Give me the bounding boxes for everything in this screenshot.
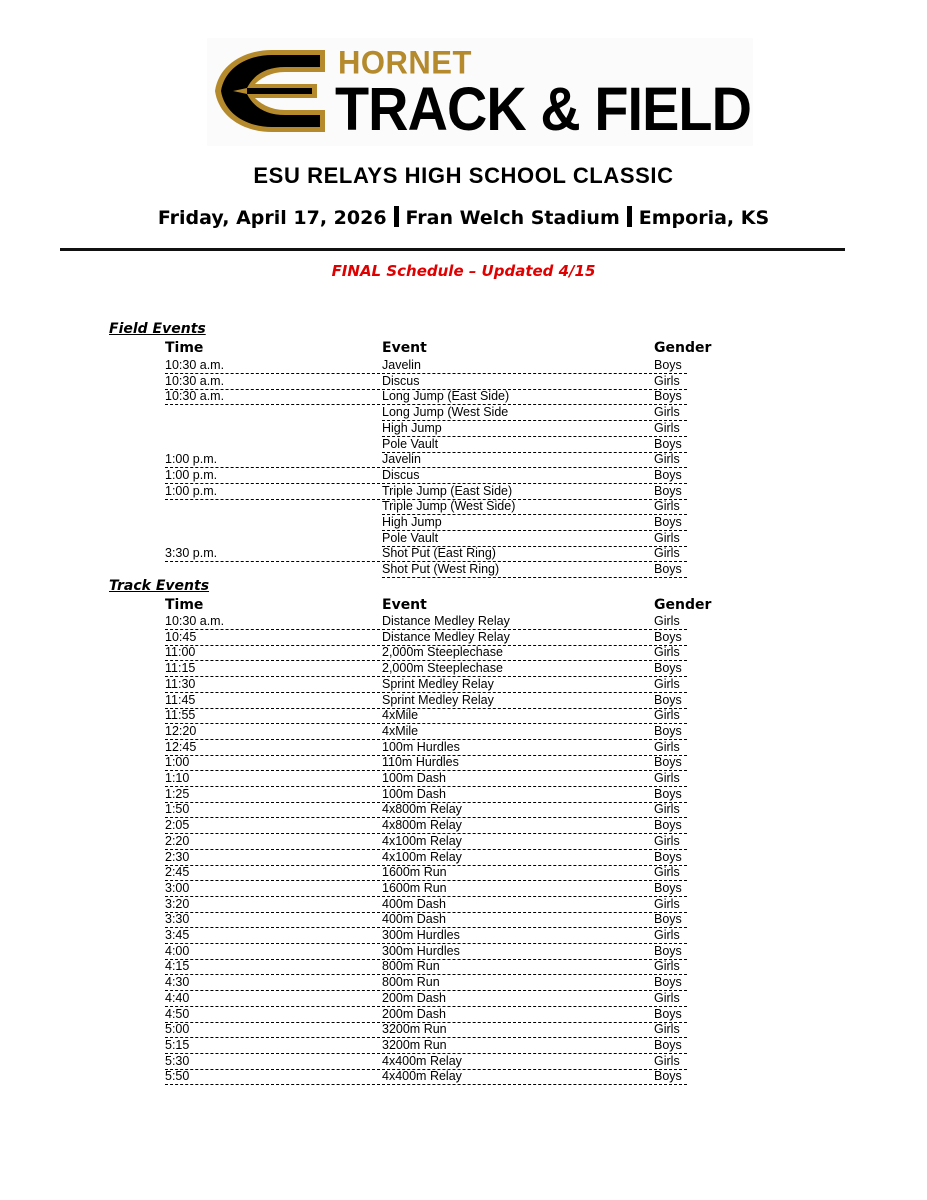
table-row	[0, 944, 927, 960]
table-row	[0, 630, 927, 646]
event-cell: Javelin	[382, 358, 652, 374]
time-cell: 11:45	[165, 693, 380, 709]
table-row	[0, 1069, 927, 1085]
gender-cell: Boys	[654, 787, 687, 803]
event-cell: Triple Jump (West Side)	[382, 499, 652, 515]
header-divider	[60, 248, 845, 251]
time-cell: 2:30	[165, 850, 380, 866]
gender-cell: Girls	[654, 740, 687, 756]
gender-cell: Boys	[654, 1007, 687, 1023]
logo-hornet-text: HORNET	[338, 43, 472, 81]
time-cell: 10:30 a.m.	[165, 358, 380, 374]
time-cell	[165, 421, 380, 436]
gender-cell: Girls	[654, 802, 687, 818]
table-row	[0, 850, 927, 866]
time-cell: 10:45	[165, 630, 380, 646]
event-cell: 200m Dash	[382, 1007, 652, 1023]
event-cell: 300m Hurdles	[382, 928, 652, 944]
table-row	[0, 452, 927, 468]
event-cell: 4x400m Relay	[382, 1069, 652, 1085]
gender-cell: Boys	[654, 944, 687, 960]
time-cell: 2:45	[165, 865, 380, 881]
table-row	[0, 928, 927, 944]
event-cell: 4x400m Relay	[382, 1054, 652, 1070]
time-cell: 10:30 a.m.	[165, 614, 380, 630]
time-cell: 1:00 p.m.	[165, 468, 380, 484]
schedule-status: FINAL Schedule – Updated 4/15	[331, 262, 596, 280]
time-cell: 3:30	[165, 912, 380, 928]
gender-cell: Girls	[654, 531, 687, 547]
gender-cell: Girls	[654, 645, 687, 661]
time-cell: 5:30	[165, 1054, 380, 1070]
table-row	[0, 1054, 927, 1070]
event-cell: High Jump	[382, 421, 652, 437]
table-row	[0, 1038, 927, 1054]
event-cell: Sprint Medley Relay	[382, 693, 652, 709]
time-cell: 4:50	[165, 1007, 380, 1023]
gender-cell: Girls	[654, 928, 687, 944]
table-row	[0, 515, 927, 531]
gender-cell: Boys	[654, 562, 687, 578]
gender-cell: Girls	[654, 708, 687, 724]
event-cell: 110m Hurdles	[382, 755, 652, 771]
time-cell: 4:30	[165, 975, 380, 991]
meet-location: Emporia, KS	[638, 207, 770, 229]
time-cell: 2:20	[165, 834, 380, 850]
table-row	[0, 881, 927, 897]
time-cell: 3:30 p.m.	[165, 546, 380, 562]
gender-cell: Girls	[654, 897, 687, 913]
time-cell: 5:50	[165, 1069, 380, 1085]
field-event-header: Event	[382, 340, 427, 356]
separator-bar	[394, 206, 399, 227]
event-cell: Long Jump (East Side)	[382, 389, 652, 405]
time-cell: 4:00	[165, 944, 380, 960]
time-cell: 1:50	[165, 802, 380, 818]
time-cell: 1:00 p.m.	[165, 484, 380, 500]
time-cell	[165, 437, 380, 452]
event-cell: 3200m Run	[382, 1038, 652, 1054]
table-row	[0, 818, 927, 834]
time-cell: 11:00	[165, 645, 380, 661]
time-cell: 1:10	[165, 771, 380, 787]
gender-cell: Boys	[654, 881, 687, 897]
event-cell: 100m Dash	[382, 771, 652, 787]
time-cell: 1:25	[165, 787, 380, 803]
gender-cell: Boys	[654, 630, 687, 646]
separator-bar	[627, 206, 632, 227]
table-row	[0, 865, 927, 881]
time-cell: 3:20	[165, 897, 380, 913]
event-cell: Pole Vault	[382, 531, 652, 547]
gender-cell: Girls	[654, 959, 687, 975]
time-cell: 3:45	[165, 928, 380, 944]
event-cell: Pole Vault	[382, 437, 652, 453]
table-row	[0, 546, 927, 562]
gender-cell: Girls	[654, 677, 687, 693]
table-row	[0, 834, 927, 850]
table-row	[0, 405, 927, 421]
time-cell: 10:30 a.m.	[165, 374, 380, 390]
event-cell: Long Jump (West Side	[382, 405, 652, 421]
event-cell: Javelin	[382, 452, 652, 468]
event-cell: Distance Medley Relay	[382, 614, 652, 630]
event-cell: Shot Put (East Ring)	[382, 546, 652, 562]
gender-cell: Boys	[654, 818, 687, 834]
gender-cell: Girls	[654, 374, 687, 390]
time-cell: 11:30	[165, 677, 380, 693]
gender-cell: Boys	[654, 693, 687, 709]
table-row	[0, 645, 927, 661]
table-row	[0, 389, 927, 405]
time-cell	[165, 515, 380, 530]
table-row	[0, 468, 927, 484]
gender-cell: Boys	[654, 1069, 687, 1085]
event-cell: Sprint Medley Relay	[382, 677, 652, 693]
time-cell	[165, 562, 380, 577]
table-row	[0, 740, 927, 756]
time-cell: 2:05	[165, 818, 380, 834]
table-row	[0, 374, 927, 390]
time-cell: 10:30 a.m.	[165, 389, 380, 405]
time-cell: 4:40	[165, 991, 380, 1007]
gender-cell: Girls	[654, 834, 687, 850]
event-cell: 400m Dash	[382, 897, 652, 913]
table-row	[0, 708, 927, 724]
track-event-header: Event	[382, 597, 427, 613]
event-cell: Discus	[382, 374, 652, 390]
gender-cell: Boys	[654, 975, 687, 991]
time-cell: 11:15	[165, 661, 380, 677]
gender-cell: Boys	[654, 358, 687, 374]
event-cell: 400m Dash	[382, 912, 652, 928]
table-row	[0, 897, 927, 913]
gender-cell: Girls	[654, 1022, 687, 1038]
event-cell: 4x800m Relay	[382, 802, 652, 818]
table-row	[0, 421, 927, 437]
event-cell: High Jump	[382, 515, 652, 531]
meet-details	[0, 206, 927, 229]
time-cell: 12:45	[165, 740, 380, 756]
field-gender-header: Gender	[654, 340, 712, 356]
gender-cell: Boys	[654, 468, 687, 484]
meet-venue: Fran Welch Stadium	[405, 207, 620, 229]
gender-cell: Boys	[654, 850, 687, 866]
hornet-e-logo-icon	[213, 48, 331, 134]
gender-cell: Boys	[654, 755, 687, 771]
table-row	[0, 693, 927, 709]
gender-cell: Girls	[654, 405, 687, 421]
table-row	[0, 1022, 927, 1038]
time-cell	[165, 405, 380, 420]
gender-cell: Girls	[654, 991, 687, 1007]
event-cell: 4xMile	[382, 708, 652, 724]
table-row	[0, 959, 927, 975]
table-row	[0, 499, 927, 515]
gender-cell: Boys	[654, 389, 687, 405]
event-cell: 4x800m Relay	[382, 818, 652, 834]
gender-cell: Boys	[654, 515, 687, 531]
event-cell: 1600m Run	[382, 881, 652, 897]
time-cell: 3:00	[165, 881, 380, 897]
table-row	[0, 724, 927, 740]
table-row	[0, 358, 927, 374]
time-cell	[165, 499, 380, 514]
gender-cell: Boys	[654, 484, 687, 500]
table-row	[0, 677, 927, 693]
gender-cell: Boys	[654, 912, 687, 928]
table-row	[0, 802, 927, 818]
table-row	[0, 661, 927, 677]
time-cell: 1:00	[165, 755, 380, 771]
gender-cell: Girls	[654, 452, 687, 468]
table-row	[0, 771, 927, 787]
table-row	[0, 755, 927, 771]
event-cell: 300m Hurdles	[382, 944, 652, 960]
gender-cell: Boys	[654, 437, 687, 453]
time-cell: 1:00 p.m.	[165, 452, 380, 468]
track-events-heading: Track Events	[109, 578, 210, 594]
track-gender-header: Gender	[654, 597, 712, 613]
event-cell: 2,000m Steeplechase	[382, 661, 652, 677]
table-row	[0, 562, 927, 578]
table-row	[0, 484, 927, 500]
event-cell: 800m Run	[382, 975, 652, 991]
gender-cell: Girls	[654, 865, 687, 881]
table-row	[0, 531, 927, 547]
event-cell: 4x100m Relay	[382, 850, 652, 866]
gender-cell: Girls	[654, 771, 687, 787]
event-cell: 100m Hurdles	[382, 740, 652, 756]
event-cell: Distance Medley Relay	[382, 630, 652, 646]
table-row	[0, 787, 927, 803]
meet-title: ESU RELAYS HIGH SCHOOL CLASSIC	[253, 163, 674, 188]
table-row	[0, 991, 927, 1007]
event-cell: 100m Dash	[382, 787, 652, 803]
event-cell: 4x100m Relay	[382, 834, 652, 850]
event-cell: 200m Dash	[382, 991, 652, 1007]
event-cell: Triple Jump (East Side)	[382, 484, 652, 500]
field-events-heading: Field Events	[109, 321, 206, 337]
table-row	[0, 614, 927, 630]
time-cell: 5:15	[165, 1038, 380, 1054]
event-cell: Shot Put (West Ring)	[382, 562, 652, 578]
event-cell: 800m Run	[382, 959, 652, 975]
time-cell: 12:20	[165, 724, 380, 740]
field-time-header: Time	[165, 340, 204, 356]
time-cell	[165, 531, 380, 546]
table-row	[0, 1007, 927, 1023]
gender-cell: Boys	[654, 724, 687, 740]
gender-cell: Girls	[654, 421, 687, 437]
event-cell: Discus	[382, 468, 652, 484]
track-time-header: Time	[165, 597, 204, 613]
gender-cell: Girls	[654, 546, 687, 562]
logo-track-field-text: TRACK & FIELD	[335, 75, 751, 143]
time-cell: 4:15	[165, 959, 380, 975]
event-cell: 3200m Run	[382, 1022, 652, 1038]
event-cell: 2,000m Steeplechase	[382, 645, 652, 661]
event-cell: 1600m Run	[382, 865, 652, 881]
time-cell: 5:00	[165, 1022, 380, 1038]
gender-cell: Boys	[654, 1038, 687, 1054]
meet-date: Friday, April 17, 2026	[157, 207, 387, 229]
table-row	[0, 912, 927, 928]
table-row	[0, 437, 927, 453]
gender-cell: Girls	[654, 1054, 687, 1070]
gender-cell: Boys	[654, 661, 687, 677]
gender-cell: Girls	[654, 614, 687, 630]
time-cell: 11:55	[165, 708, 380, 724]
table-row	[0, 975, 927, 991]
event-cell: 4xMile	[382, 724, 652, 740]
gender-cell: Girls	[654, 499, 687, 515]
